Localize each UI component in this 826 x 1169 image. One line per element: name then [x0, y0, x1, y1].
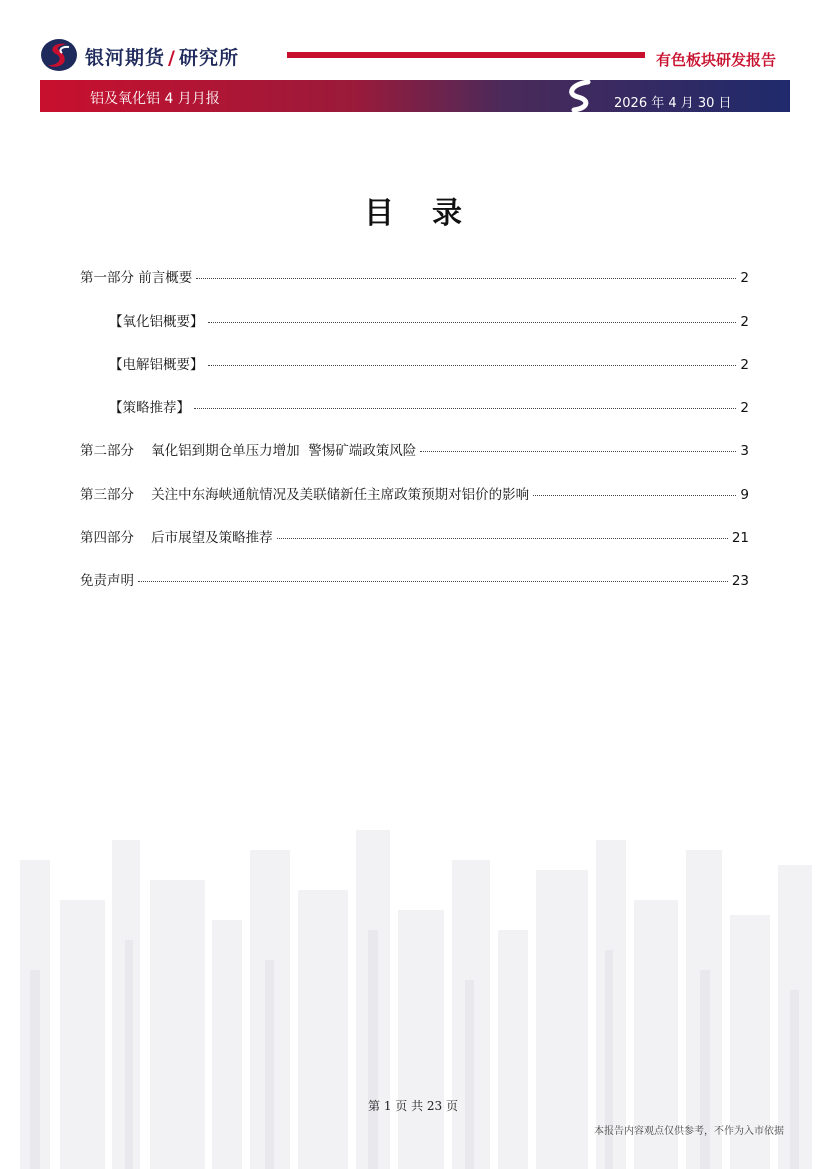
report-date: 2026 年 4 月 30 日: [614, 96, 732, 111]
toc-entry-page: 3: [740, 443, 749, 459]
toc-title: 目录: [364, 196, 500, 231]
skyline-watermark: [0, 820, 826, 1169]
toc-leader-dots: [277, 538, 728, 539]
toc-entry-label: 【策略推荐】: [109, 400, 190, 416]
toc-leader-dots: [138, 581, 728, 582]
toc-entry[interactable]: [109, 396, 749, 416]
toc-leader-dots: [208, 365, 737, 366]
company-name: [85, 43, 239, 70]
toc-leader-dots: [196, 278, 736, 279]
report-category: 有色板块研发报告: [656, 51, 777, 69]
toc-entry-page: 9: [740, 487, 749, 503]
toc-entry[interactable]: [109, 310, 749, 330]
toc-leader-dots: [194, 408, 736, 409]
toc-entry-page: 2: [740, 270, 749, 286]
toc-leader-dots: [533, 495, 736, 496]
toc-entry[interactable]: [80, 569, 749, 589]
toc-entry[interactable]: [109, 353, 749, 373]
footer-disclaimer: 本报告内容观点仅供参考，不作为入市依据: [594, 1126, 784, 1137]
toc-entry-page: 2: [740, 400, 749, 416]
toc-entry[interactable]: [80, 526, 749, 546]
toc-entry-page: 23: [731, 573, 749, 589]
report-title: 铝及氧化铝 4 月月报: [90, 91, 220, 107]
toc-entry-label: 第三部分 关注中东海峡通航情况及美联储新任主席政策预期对铝价的影响: [80, 487, 530, 503]
toc-entry-label: 第四部分 后市展望及策略推荐: [80, 530, 273, 546]
galaxy-logo-icon: [40, 38, 78, 72]
toc-entry-page: 21: [731, 530, 749, 546]
division-label: 研究所: [178, 47, 239, 69]
toc-entry-label: 免责声明: [80, 573, 134, 589]
toc-entry-label: 第一部分 前言概要: [80, 270, 193, 286]
header-red-rule: [287, 52, 645, 58]
toc-entry-page: 2: [740, 357, 749, 373]
toc-leader-dots: [208, 322, 737, 323]
page-indicator: 第 1 页 共 23 页: [368, 1099, 458, 1113]
toc-entry-label: 【氧化铝概要】: [109, 314, 204, 330]
toc-entry-page: 2: [740, 314, 749, 330]
toc-entry[interactable]: [80, 483, 749, 503]
toc-entry-label: 【电解铝概要】: [109, 357, 204, 373]
toc-entry[interactable]: [80, 266, 749, 286]
toc-entry-label: 第二部分 氧化铝到期仓单压力增加 警惕矿端政策风险: [80, 443, 417, 459]
slash-divider: /: [168, 47, 176, 69]
toc-leader-dots: [420, 451, 736, 452]
company-label: 银河期货: [85, 47, 166, 69]
toc-entry[interactable]: [80, 439, 749, 459]
